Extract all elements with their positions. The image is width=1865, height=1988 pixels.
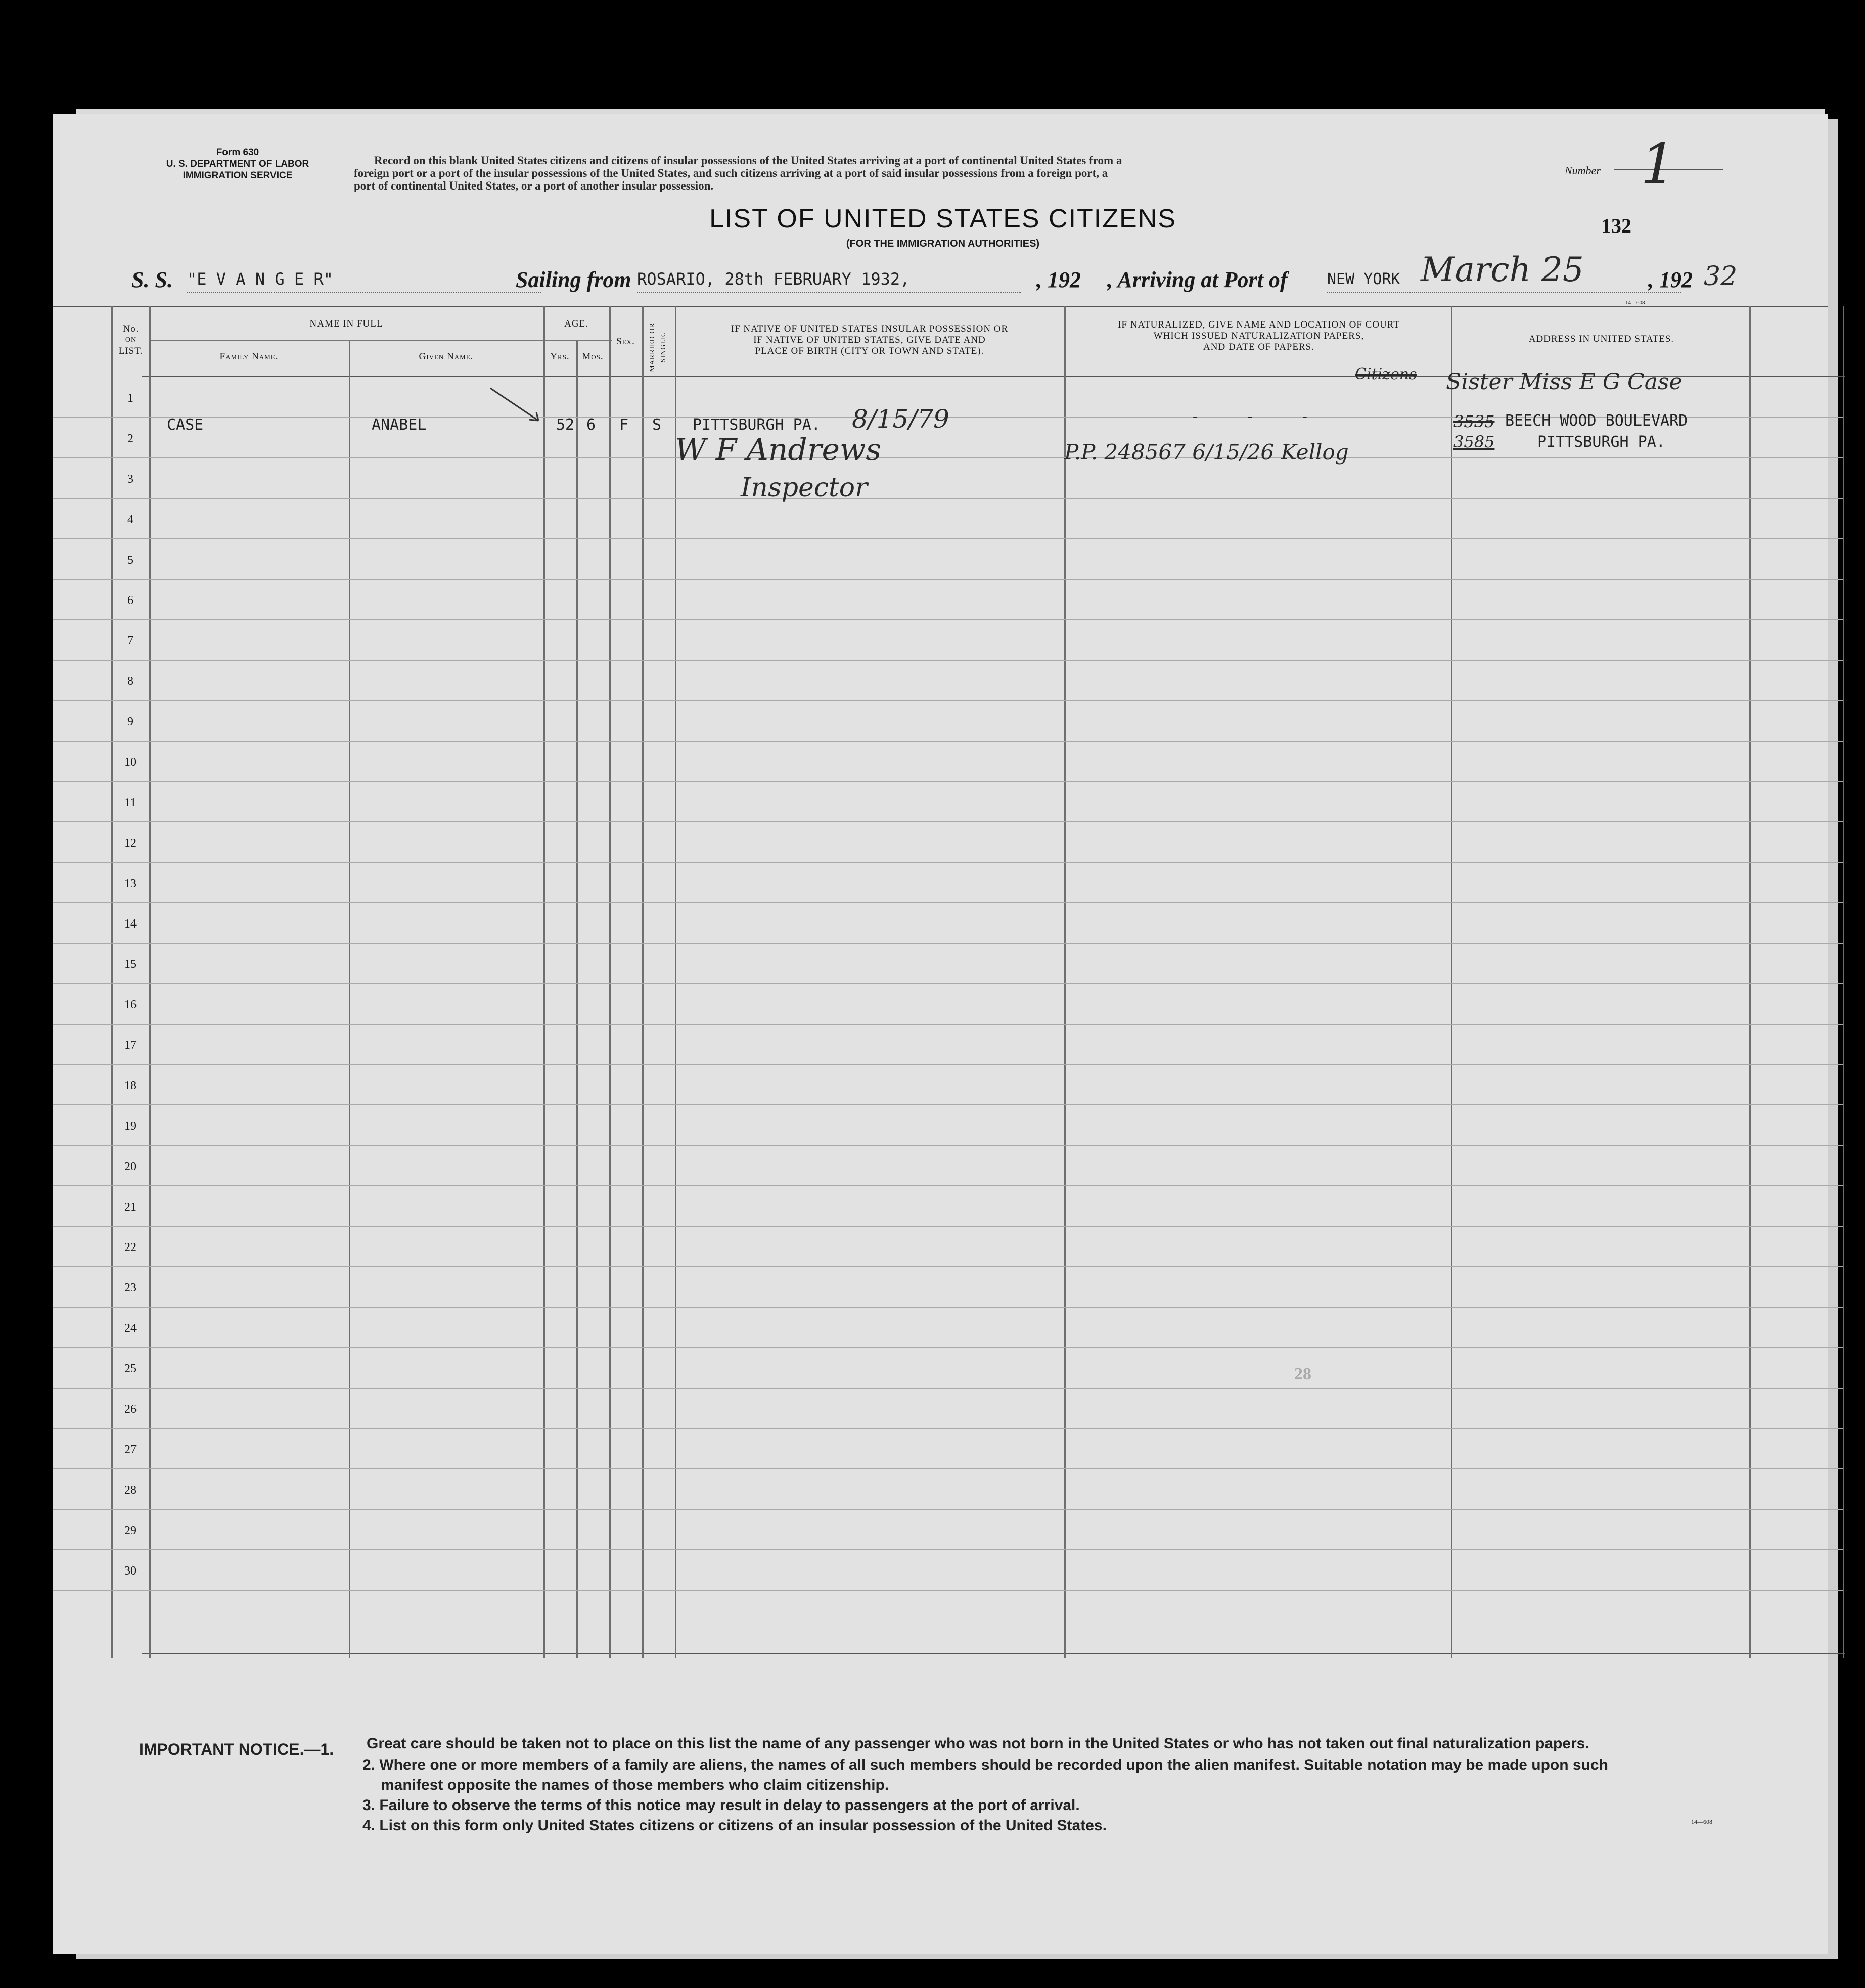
row-rule [53,1185,1843,1186]
print-code-bottom: 14—608 [1691,1818,1712,1825]
header-mos: Mos. [582,351,604,362]
house-number-struck: 3535 [1453,412,1495,431]
notice-item-1: Great care should be taken not to place on this list the name of any passenger who was not born in the United States or who has not taken out final naturalization papers. [367,1735,1589,1752]
form-number: Form 630 [216,147,259,158]
entry-age-yrs: 52 [556,416,575,434]
row-number: 14 [124,917,137,931]
entry-birth-date: 8/15/79 [852,404,949,434]
header-list-label: LIST. [118,346,144,356]
row-number: 26 [124,1403,137,1416]
row-number: 4 [127,513,133,526]
header-yrs: Yrs. [550,351,570,362]
instruction-line-2: foreign port or a port of the insular possessions of the United States, and such citizens arriving at a port of said insular possessions from a foreign port, a [354,167,1108,179]
header-no [113,323,149,357]
manifest-page [53,114,1828,1954]
row-number: 8 [127,675,133,688]
header-name-in-full: NAME IN FULL [309,318,383,329]
col-line-age [609,306,611,1658]
col-line-no [149,306,151,1658]
house-number-new: 3585 [1453,432,1495,451]
row-number: 9 [127,715,133,728]
row-rule [53,1590,1843,1591]
row-rule [53,457,1843,458]
row-rule [53,821,1843,822]
row-number: 11 [124,796,137,809]
instructions [354,154,1552,192]
entry-marital: S [652,416,662,434]
row-number: 2 [127,432,133,445]
sailing-from: ROSARIO, 28th FEBRUARY 1932, [637,269,910,289]
arrival-year: 32 [1704,261,1738,292]
row-number: 18 [124,1079,137,1092]
naturalization-dashes: - - - [1191,408,1309,426]
col-line-native [1064,306,1066,1658]
row-rule [53,660,1843,661]
row-rule [53,619,1843,620]
ss-label: S. S. [131,267,173,292]
entry-age-mos: 6 [586,416,596,434]
row-rule [53,1024,1843,1025]
naturalization-note: P.P. 248567 6/15/26 Kellog [1064,440,1349,465]
arriving-label: , Arriving at Port of [1107,267,1288,292]
sailing-underline [637,292,1021,293]
year-label-1: , 192 [1036,267,1081,292]
notice-item-4: 4. List on this form only United States citizens or citizens of an insular possession of the United States. [362,1817,1107,1834]
row-number: 27 [124,1443,137,1456]
row-number: 19 [124,1120,137,1133]
header-native-line-2: IF NATIVE OF UNITED STATES, GIVE DATE AND [753,335,986,345]
header-no-label: No. [123,323,139,334]
row-rule [53,498,1843,499]
row-number: 13 [124,877,137,890]
row-rule [53,1549,1843,1550]
row-number: 7 [127,634,133,648]
age-subheader-rule [543,340,612,341]
row-number: 6 [127,594,133,607]
row-number: 5 [127,553,133,567]
ship-underline [187,292,541,293]
sailing-label: Sailing from [516,267,631,292]
row-number: 3 [127,473,133,486]
port-name: NEW YORK [1327,270,1400,288]
notice-item-2a: 2. Where one or more members of a family are aliens, the names of all such members should be recorded upon the alien manifest. Suitable notation may be made upon such [362,1756,1608,1773]
col-line-sex [642,306,644,1658]
notice-item-2b: manifest opposite the names of those members who claim citizenship. [381,1777,889,1793]
row-rule [53,1347,1843,1348]
header-age: AGE. [564,318,588,329]
row-number: 16 [124,998,137,1011]
row-number: 10 [124,756,137,769]
arrival-date: March 25 [1421,250,1584,289]
ship-name: "E V A N G E R" [187,269,333,289]
header-on-label: ON [125,336,137,344]
header-naturalized-line-1: IF NATURALIZED, GIVE NAME AND LOCATION OF COURT [1118,319,1400,330]
page-number: 132 [1601,214,1631,237]
row-number: 30 [124,1564,137,1578]
tick-arrow-mark [488,384,543,425]
header-sex: Sex. [616,336,635,347]
row-number: 23 [124,1281,137,1294]
page-subtitle: (FOR THE IMMIGRATION AUTHORITIES) [846,238,1040,249]
form-identifier [162,147,313,181]
col-line-naturalized [1451,306,1452,1658]
row-number: 28 [124,1484,137,1497]
name-subheader-rule [149,340,597,341]
inspector-signature: W F Andrews [675,432,882,468]
entry-sex: F [619,416,629,434]
address-struck-text: Citizens [1355,365,1417,383]
row-number: 15 [124,958,137,971]
row-rule [53,781,1843,782]
row-rule [53,1307,1843,1308]
year-label-2: , 192 [1648,267,1693,292]
notice-heading: IMPORTANT NOTICE.—1. [139,1740,334,1759]
row-rule [53,1266,1843,1267]
stray-mark: 28 [1294,1365,1311,1383]
header-naturalized [1067,319,1451,353]
number-value: 1 [1641,131,1676,196]
header-married: MARRIED OR SINGLE. [649,322,667,372]
row-number: 22 [124,1241,137,1254]
row-number: 24 [124,1322,137,1335]
header-naturalized-line-2: WHICH ISSUED NATURALIZATION PAPERS, [1153,331,1364,341]
header-native [677,323,1062,357]
instruction-line-1: Record on this blank United States citizens and citizens of insular possessions of the United States arriving at a port of continental United States from a [374,154,1122,167]
address-annotation: Sister Miss E G Case [1446,369,1682,395]
row-number: 20 [124,1160,137,1173]
row-rule [53,1468,1843,1469]
header-naturalized-line-3: AND DATE OF PAPERS. [1203,342,1314,352]
row-number: 12 [124,837,137,850]
entry-birth-place: PITTSBURGH PA. [693,416,821,434]
row-number: 21 [124,1200,137,1214]
row-rule [53,1509,1843,1510]
row-rule [53,538,1843,539]
service-label: IMMIGRATION SERVICE [183,170,293,181]
row-number: 1 [127,392,133,405]
row-rule [53,1145,1843,1146]
row-rule [53,902,1843,903]
row-number: 17 [124,1039,137,1052]
row-number: 29 [124,1524,137,1537]
row-number: 25 [124,1362,137,1375]
row-rule [53,1064,1843,1065]
table-bottom-rule [142,1653,1845,1654]
col-line-right [1843,306,1844,1658]
address-line-2: PITTSBURGH PA. [1537,433,1665,451]
row-rule [53,1388,1843,1389]
entry-given-name: ANABEL [372,416,427,434]
header-native-line-1: IF NATIVE OF UNITED STATES INSULAR POSSESSION OR [731,323,1009,334]
col-line-married [675,306,676,1658]
notice-item-3: 3. Failure to observe the terms of this notice may result in delay to passengers at the port of arrival. [362,1797,1080,1814]
print-code-top: 14—608 [1625,300,1645,306]
port-underline [1327,292,1681,293]
department-label: U. S. DEPARTMENT OF LABOR [166,159,309,169]
address-line-1: BEECH WOOD BOULEVARD [1505,412,1688,430]
header-native-line-3: PLACE OF BIRTH (CITY OR TOWN AND STATE). [755,346,984,356]
header-address: ADDRESS IN UNITED STATES. [1528,334,1674,344]
row-rule [53,1104,1843,1105]
table-top-rule [53,306,1828,307]
number-label: Number [1565,164,1601,177]
row-rule [53,1428,1843,1429]
entry-family-name: CASE [167,416,204,434]
col-line-given [543,306,545,1658]
row-rule [53,741,1843,742]
row-rule [53,983,1843,984]
row-rule [53,1226,1843,1227]
col-line-address-right [1749,306,1751,1658]
col-line-left [111,306,113,1658]
row-rule [53,943,1843,944]
row-rule [53,579,1843,580]
row-rule [53,862,1843,863]
page-title: LIST OF UNITED STATES CITIZENS [709,204,1176,234]
inspector-title: Inspector [741,473,868,503]
header-given-name: Given Name. [419,351,474,362]
header-family-name: Family Name. [219,351,279,362]
row-rule [53,700,1843,701]
instruction-line-3: port of continental United States, or a port of another insular possession. [354,179,714,192]
